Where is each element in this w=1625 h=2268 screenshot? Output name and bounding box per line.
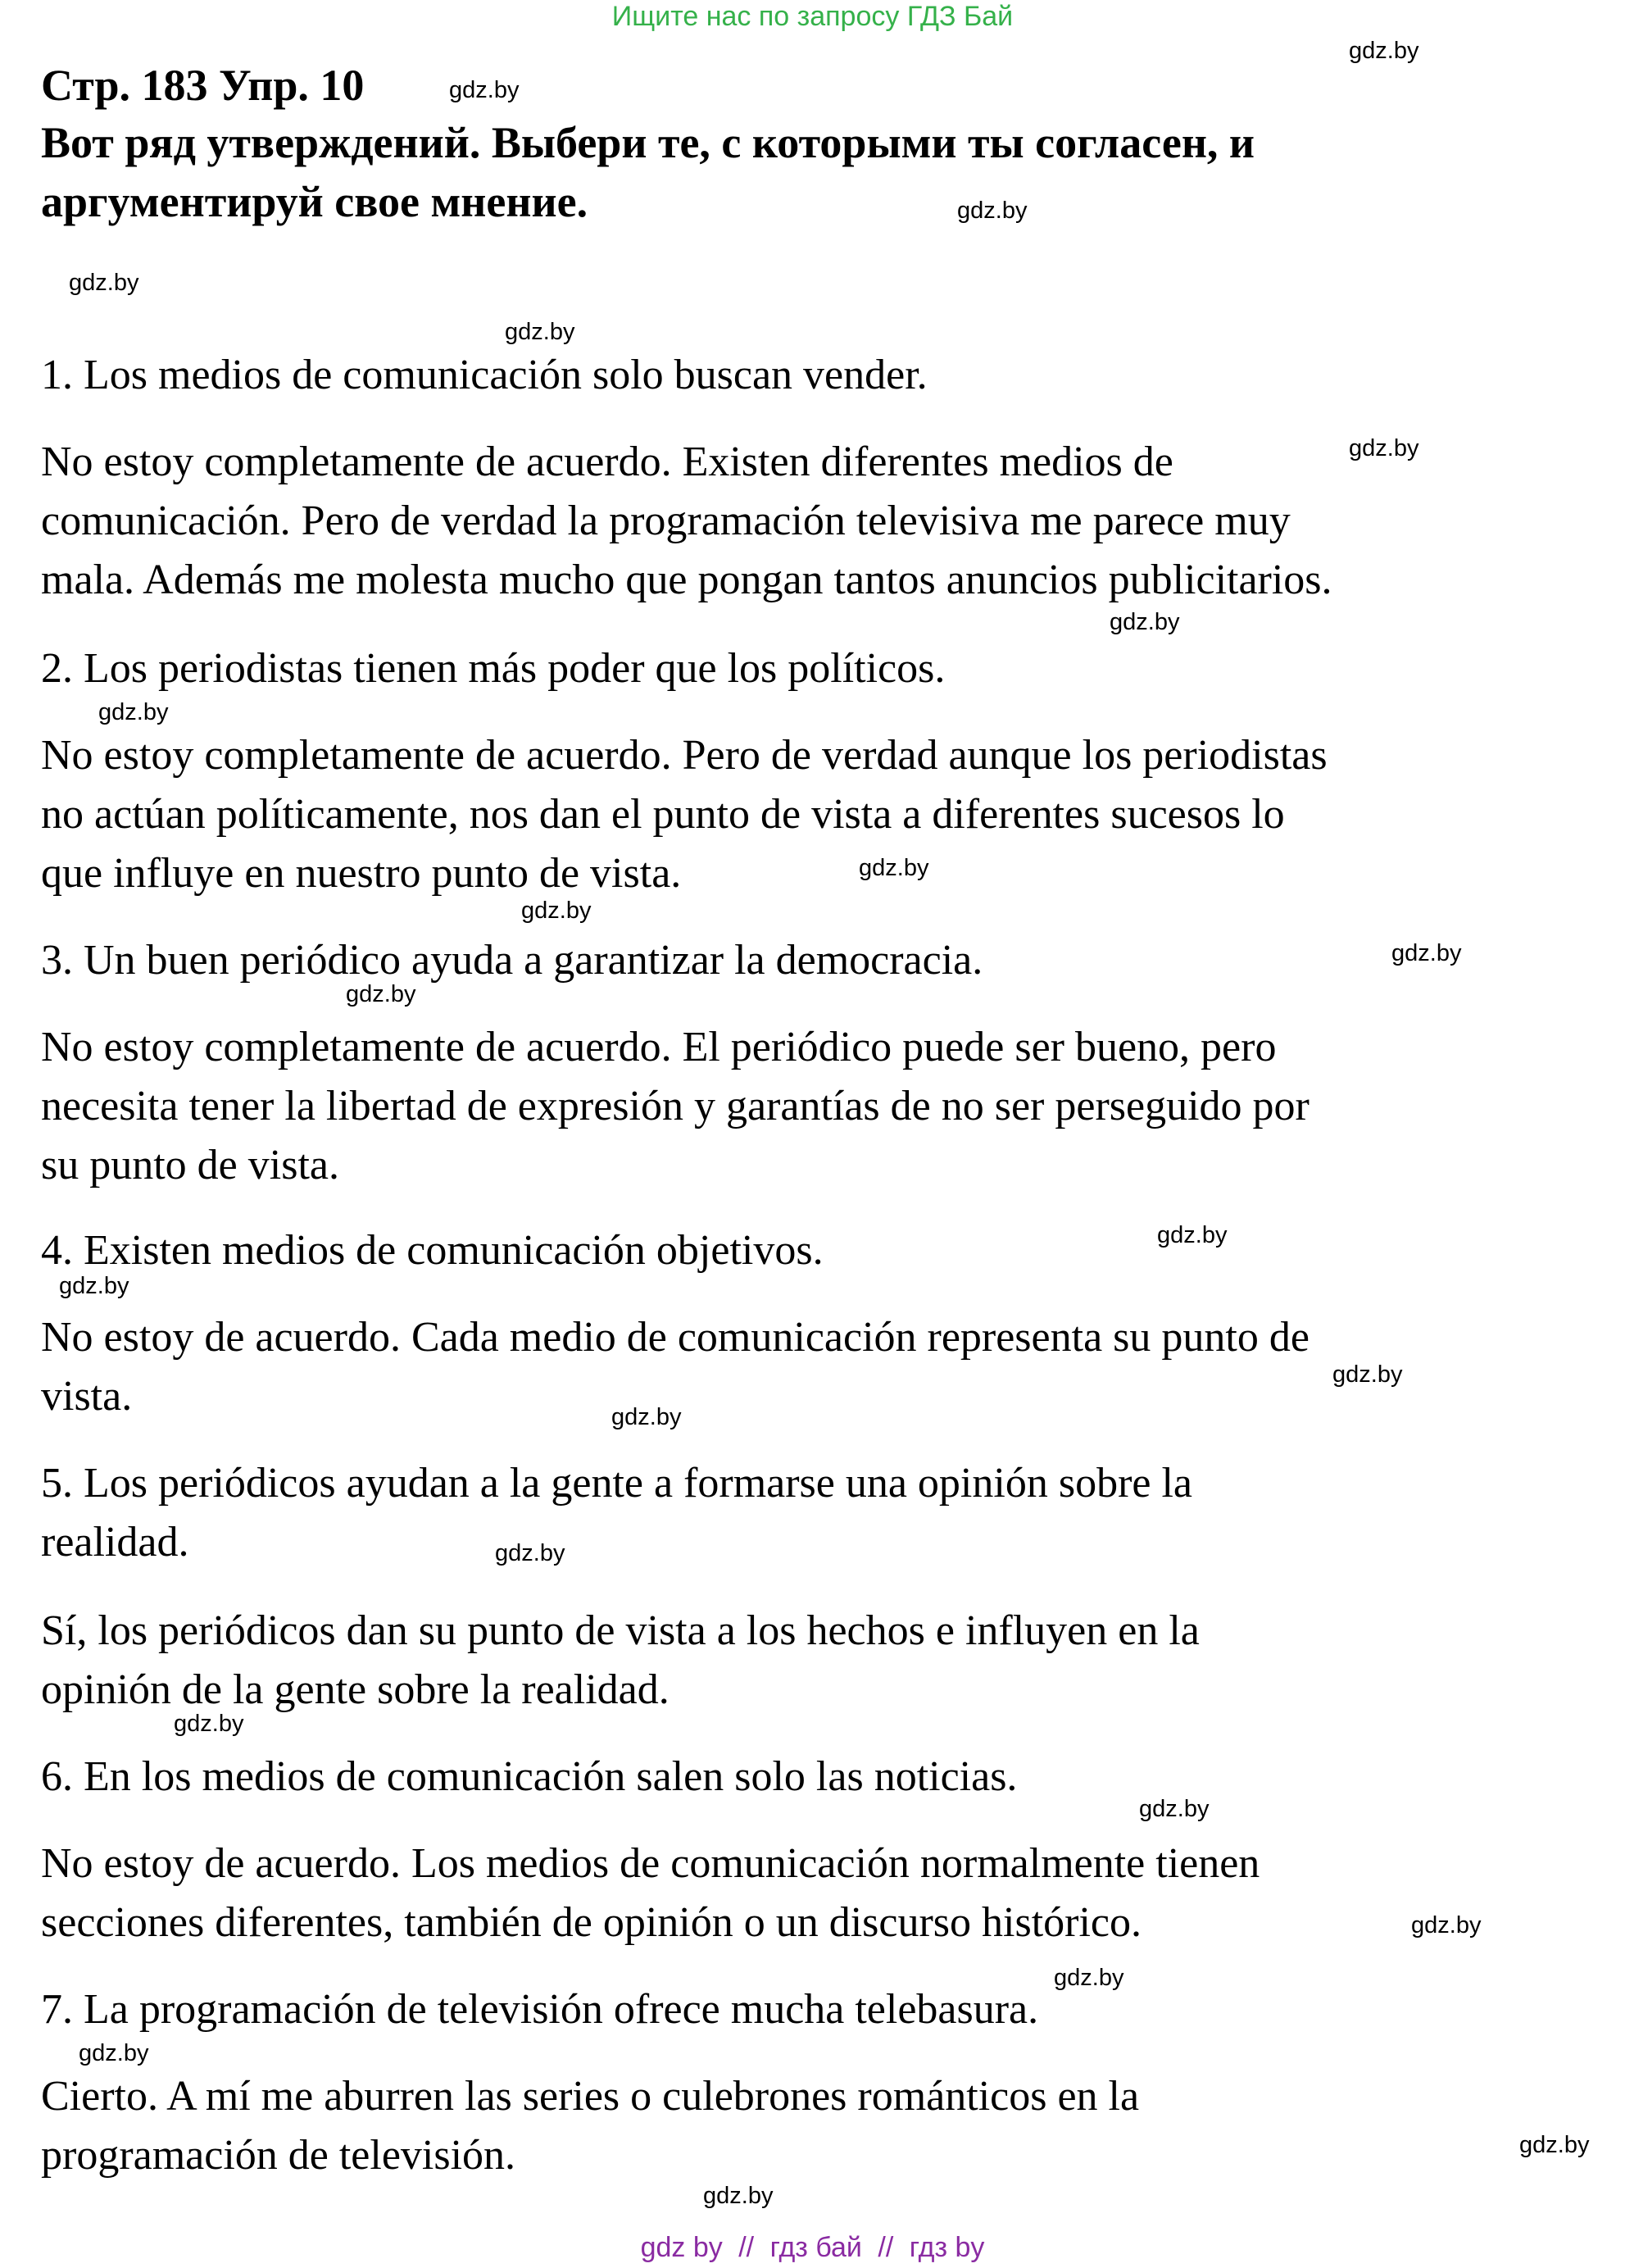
answer-2-line-3: que influye en nuestro punto de vista. [41, 850, 682, 897]
page-reference: Стр. 183 Упр. 10 [41, 61, 365, 110]
statement-1: 1. Los medios de comunicación solo buscan vender. [41, 352, 928, 398]
answer-4-line-2: vista. [41, 1373, 133, 1420]
answer-1-line-3: mala. Además me molesta mucho que pongan tantos anuncios publicitarios. [41, 557, 1332, 603]
watermark: gdz.by [346, 981, 416, 1007]
watermark: gdz.by [69, 270, 139, 296]
answer-2-line-1: No estoy completamente de acuerdo. Pero de verdad aunque los periodistas [41, 732, 1328, 779]
answer-5-line-1: Sí, los periódicos dan su punto de vista a los hechos e influyen en la [41, 1607, 1200, 1654]
watermark: gdz.by [79, 2040, 149, 2066]
statement-5-line-1: 5. Los periódicos ayudan a la gente a formarse una opinión sobre la [41, 1460, 1192, 1507]
statement-2: 2. Los periodistas tienen más poder que los políticos. [41, 645, 946, 692]
watermark: gdz.by [1411, 1912, 1482, 1938]
footer-link-gdz-by-cyr[interactable]: гдз by [909, 2232, 985, 2263]
footer-link-gdz-by[interactable]: gdz by [640, 2232, 723, 2263]
watermark: gdz.by [495, 1540, 565, 1566]
watermark: gdz.by [449, 77, 520, 103]
task-line-1: Вот ряд утверждений. Выбери те, с которыми ты согласен, и [41, 118, 1255, 167]
answer-1-line-2: comunicación. Pero de verdad la programación televisiva me parece muy [41, 498, 1291, 544]
statement-3: 3. Un buen periódico ayuda a garantizar la democracia. [41, 937, 983, 984]
footer-separator: // [738, 2232, 755, 2263]
answer-3-line-2: necesita tener la libertad de expresión y garantías de no ser perseguido por [41, 1083, 1310, 1129]
watermark: gdz.by [1349, 435, 1419, 461]
watermark: gdz.by [1139, 1796, 1210, 1822]
watermark: gdz.by [505, 319, 575, 345]
watermark: gdz.by [59, 1273, 129, 1299]
answer-3-line-1: No estoy completamente de acuerdo. El periódico puede ser bueno, pero [41, 1024, 1277, 1070]
watermark: gdz.by [611, 1404, 682, 1430]
watermark: gdz.by [1157, 1222, 1228, 1248]
statement-6: 6. En los medios de comunicación salen solo las noticias. [41, 1753, 1018, 1800]
watermark: gdz.by [98, 699, 169, 725]
answer-6-line-2: secciones diferentes, también de opinión o un discurso histórico. [41, 1899, 1142, 1946]
watermark: gdz.by [859, 855, 929, 881]
answer-7-line-1: Cierto. A mí me aburren las series o culebrones románticos en la [41, 2073, 1140, 2120]
answer-7-line-2: programación de televisión. [41, 2132, 516, 2179]
watermark: gdz.by [1391, 940, 1462, 966]
watermark: gdz.by [1110, 609, 1180, 635]
watermark: gdz.by [1519, 2132, 1590, 2158]
watermark: gdz.by [174, 1711, 244, 1737]
statement-4: 4. Existen medios de comunicación objetivos. [41, 1227, 824, 1274]
watermark: gdz.by [1054, 1965, 1124, 1991]
watermark: gdz.by [957, 198, 1028, 224]
footer-link-gdz-bai[interactable]: гдз бай [769, 2232, 862, 2263]
watermark: gdz.by [1332, 1361, 1403, 1388]
answer-2-line-2: no actúan políticamente, nos dan el punto de vista a diferentes sucesos lo [41, 791, 1285, 838]
footer-links [0, 2231, 1625, 2264]
statement-5-line-2: realidad. [41, 1519, 189, 1566]
watermark: gdz.by [1349, 38, 1419, 64]
footer-separator: // [878, 2232, 894, 2263]
statement-7: 7. La programación de televisión ofrece mucha telebasura. [41, 1986, 1039, 2033]
answer-1-line-1: No estoy completamente de acuerdo. Existen diferentes medios de [41, 439, 1173, 485]
answer-3-line-3: su punto de vista. [41, 1142, 339, 1189]
answer-6-line-1: No estoy de acuerdo. Los medios de comunicación normalmente tienen [41, 1840, 1260, 1887]
task-line-2: аргументируй свое мнение. [41, 177, 588, 226]
answer-5-line-2: opinión de la gente sobre la realidad. [41, 1666, 670, 1713]
top-banner[interactable]: Ищите нас по запросу ГДЗ Бай [611, 1, 1014, 32]
watermark: gdz.by [703, 2183, 774, 2209]
answer-4-line-1: No estoy de acuerdo. Cada medio de comunicación representa su punto de [41, 1314, 1310, 1361]
watermark: gdz.by [521, 898, 592, 924]
